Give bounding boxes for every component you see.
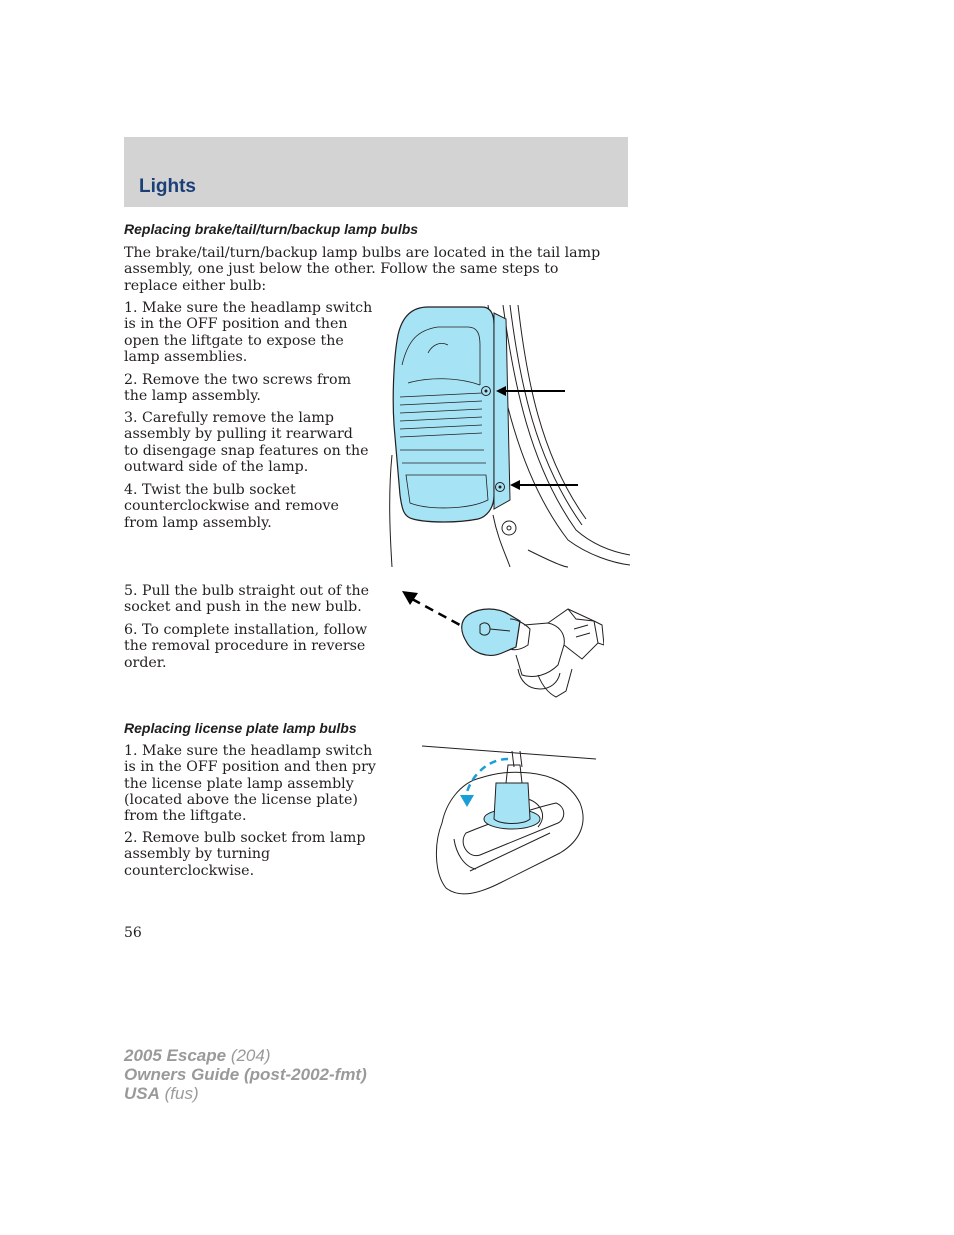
section-heading-tail-lamp: Replacing brake/tail/turn/backup lamp bulbs <box>124 221 419 237</box>
document-footer <box>124 1046 367 1103</box>
section-heading-license-lamp: Replacing license plate lamp bulbs <box>124 720 357 736</box>
license-step-2: 2. Remove bulb socket from lamp assembly by turning counterclockwise. <box>124 830 366 879</box>
step-5: 5. Pull the bulb straight out of the socket and push in the new bulb. <box>124 583 370 616</box>
step-2: 2. Remove the two screws from the lamp assembly. <box>124 372 352 405</box>
page-number: 56 <box>124 925 142 941</box>
license-lamp-illustration <box>420 743 598 903</box>
page-title: Lights <box>139 176 196 197</box>
step-3: 3. Carefully remove the lamp assembly by pulling it rearward to disengage snap features on the outward side of the lamp. <box>124 410 369 475</box>
footer-market-code: (fus) <box>159 1084 199 1103</box>
step-4: 4. Twist the bulb socket counterclockwise and remove from lamp assembly. <box>124 482 339 531</box>
footer-guide: Owners Guide (post-2002-fmt) <box>124 1065 367 1084</box>
footer-model-code: (204) <box>226 1046 271 1065</box>
step-6: 6. To complete installation, follow the removal procedure in reverse order. <box>124 622 368 671</box>
step-1: 1. Make sure the headlamp switch is in the OFF position and then open the liftgate to expose the lamp assemblies. <box>124 300 373 365</box>
footer-market: USA <box>124 1084 160 1103</box>
bulb-socket-illustration <box>398 585 604 703</box>
header-band <box>124 137 628 207</box>
footer-model: 2005 Escape <box>124 1046 227 1065</box>
license-step-1: 1. Make sure the headlamp switch is in the OFF position and then pry the license plate lamp assembly (located above the license plate) from the liftgate. <box>124 743 376 825</box>
tail-lamp-illustration <box>388 305 630 568</box>
intro-paragraph: The brake/tail/turn/backup lamp bulbs are located in the tail lamp assembly, one just below the other. Follow the same steps to replace either bulb: <box>124 245 601 294</box>
